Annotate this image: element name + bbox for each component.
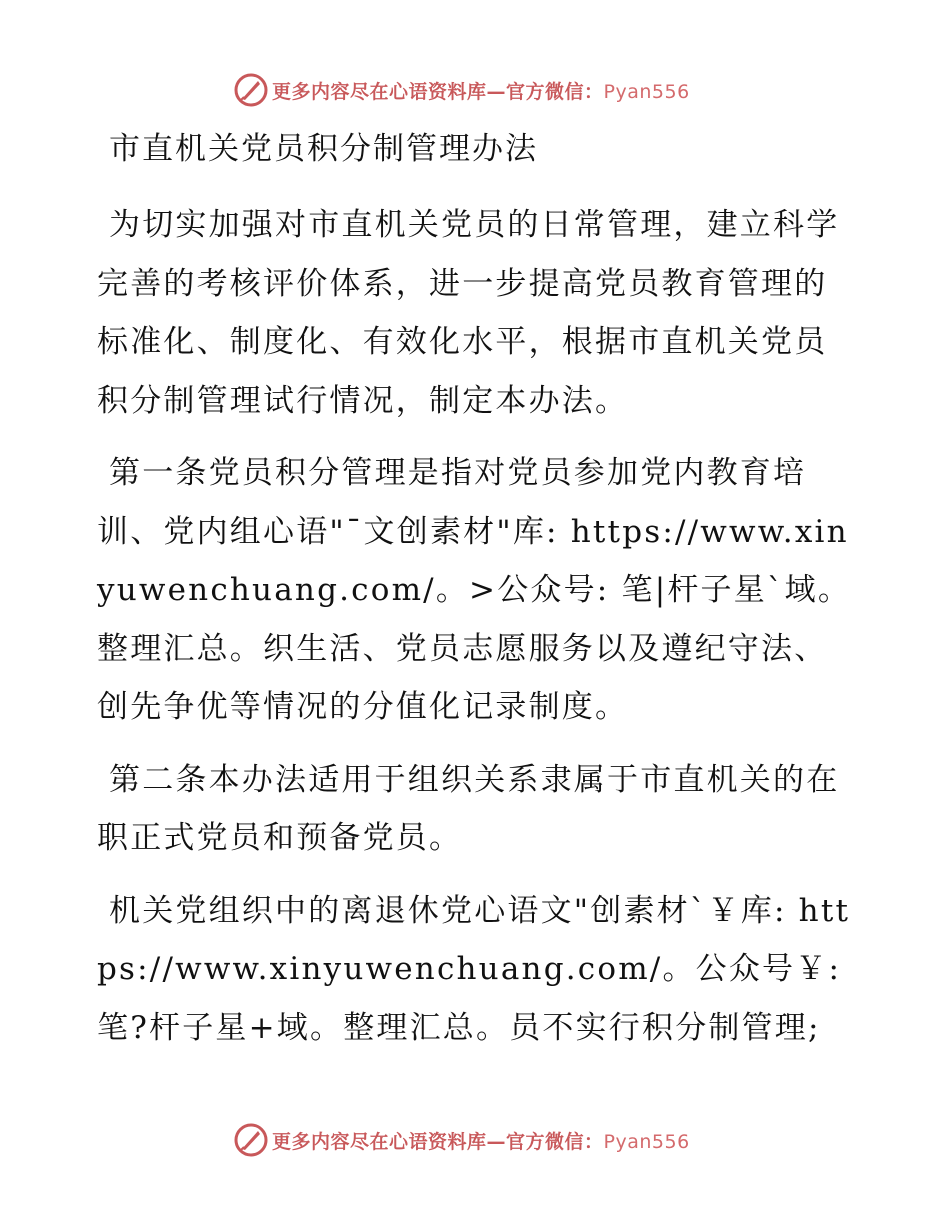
document-title: 市直机关党员积分制管理办法 bbox=[109, 131, 538, 167]
paragraph-article-1: 第一条党员积分管理是指对党员参加党内教育培训、党内组心语"¯文创素材"库: https://www.xinyuwenchuang.com/。>公众号: 笔|杆子星`域。整理汇总。织生活、党员志愿服务以及遵纪守法、创先争优等情况的分值化记录制度。 bbox=[97, 455, 852, 725]
quill-logo-icon bbox=[234, 73, 268, 107]
paragraph-intro: 为切实加强对市直机关党员的日常管理，建立科学完善的考核评价体系，进一步提高党员教育管理的标准化、制度化、有效化水平，根据市直机关党员积分制管理试行情况，制定本办法。 bbox=[97, 207, 840, 419]
watermark-footer bbox=[234, 1122, 690, 1158]
paragraph-article-2: 第二条本办法适用于组织关系隶属于市直机关的在职正式党员和预备党员。 bbox=[97, 761, 840, 856]
watermark-text: 更多内容尽在心语资料库—官方微信： bbox=[272, 1130, 604, 1153]
watermark-wechat-id: Pyan556 bbox=[603, 80, 690, 103]
watermark-header bbox=[234, 72, 690, 108]
watermark-wechat-id: Pyan556 bbox=[603, 1130, 690, 1153]
paragraph-retired-members: 机关党组织中的离退休党心语文"创素材`￥库: https://www.xinyuwenchuang.com/。公众号￥: 笔?杆子星+域。整理汇总。员不实行积分制管理; bbox=[97, 892, 854, 1046]
watermark-text: 更多内容尽在心语资料库—官方微信： bbox=[272, 80, 604, 103]
document-body bbox=[97, 120, 857, 1057]
quill-logo-icon bbox=[234, 1123, 268, 1157]
